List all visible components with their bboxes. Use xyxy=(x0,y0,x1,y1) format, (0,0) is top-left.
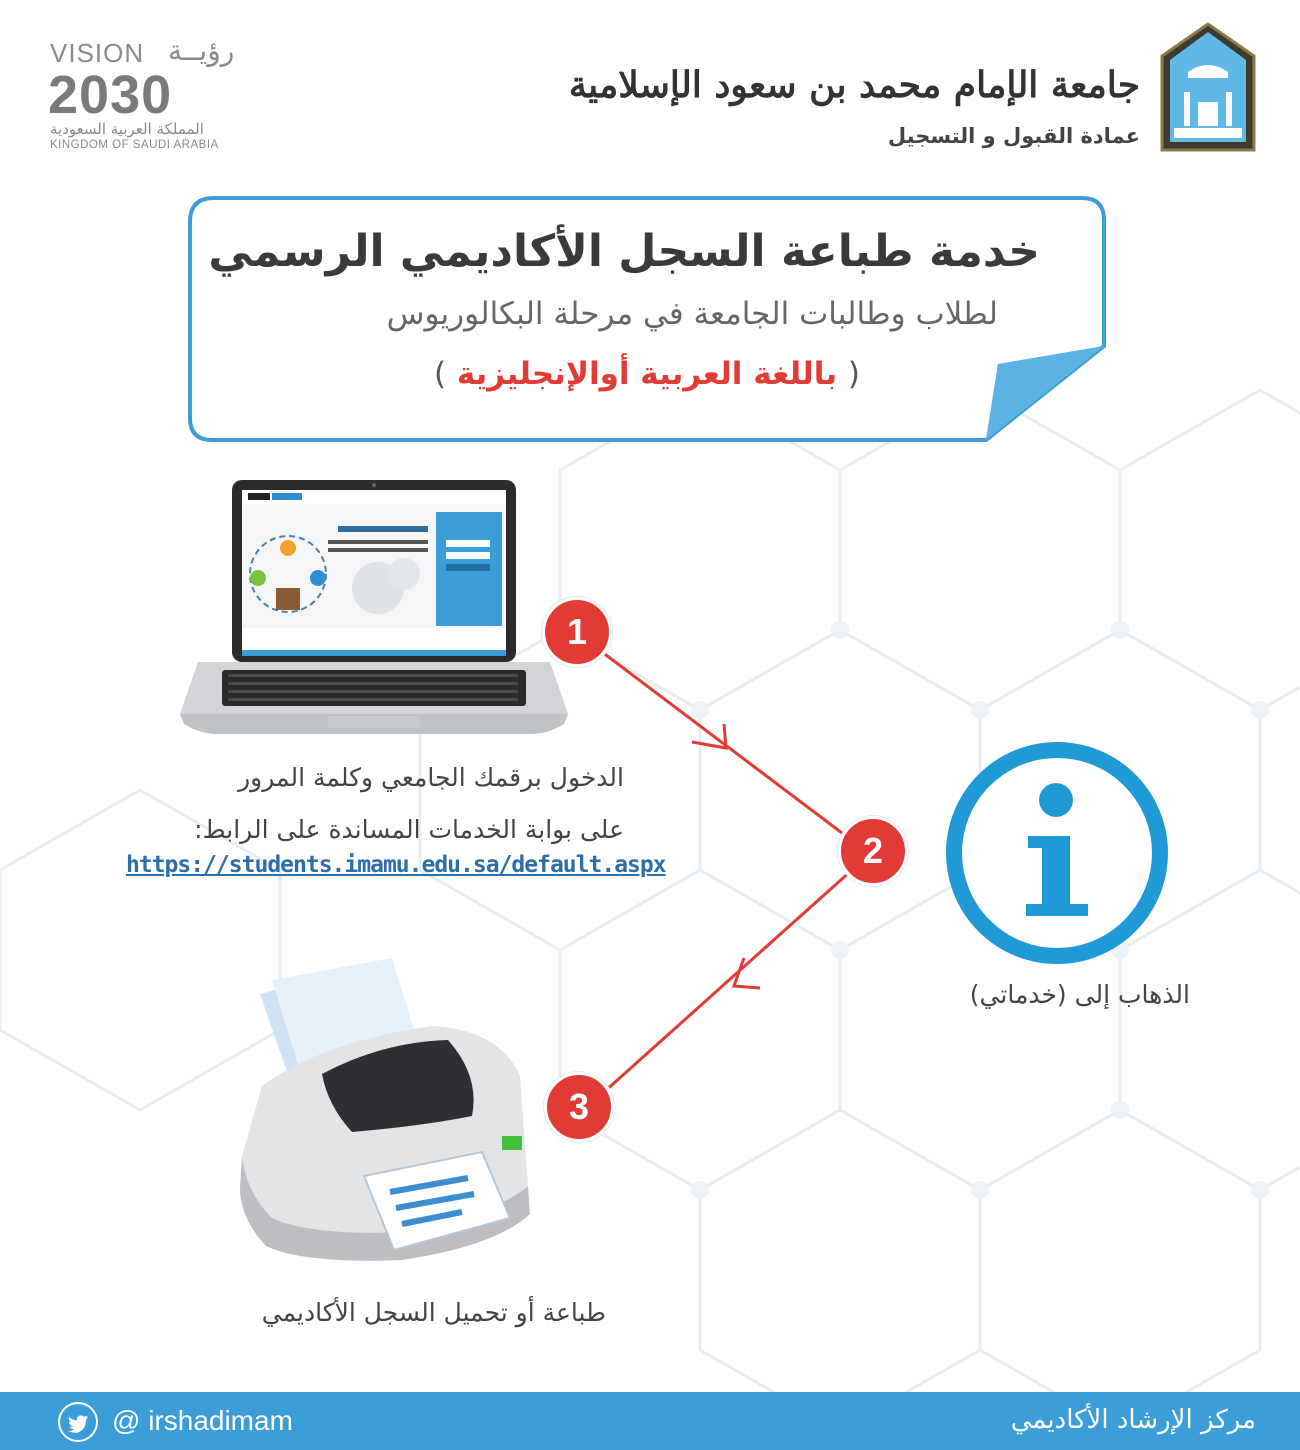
twitter-handle[interactable]: @ irshadimam xyxy=(112,1405,293,1436)
lang-text: باللغة العربية أوالإنجليزية xyxy=(456,356,838,392)
lang-paren-open: ( xyxy=(847,356,860,392)
lang-paren-close: ) xyxy=(433,356,447,392)
step-2-badge: 2 xyxy=(838,816,908,886)
printer-icon xyxy=(232,956,550,1278)
university-name: جامعة الإمام محمد بن سعود الإسلامية xyxy=(568,64,1140,106)
info-icon xyxy=(942,738,1172,968)
portal-link[interactable]: https://students.imamu.edu.sa/default.aspx xyxy=(126,852,666,878)
step-1-badge: 1 xyxy=(542,597,612,667)
title-language xyxy=(200,356,860,392)
step-2-description: الذهاب إلى (خدماتي) xyxy=(969,980,1190,1009)
kingdom-name-en: KINGDOM OF SAUDI ARABIA xyxy=(50,139,219,151)
footer-bar xyxy=(0,1392,1300,1450)
kingdom-name-ar: المملكة العربية السعودية xyxy=(50,120,204,138)
step-1-description xyxy=(120,752,624,856)
laptop-icon xyxy=(178,478,570,740)
deanship-name: عمادة القبول و التسجيل xyxy=(887,124,1140,148)
title-sub: لطلاب وطالبات الجامعة في مرحلة البكالوريوس xyxy=(386,296,998,332)
vision-word-ar: رؤيــة xyxy=(168,34,235,67)
step-1-line-1: الدخول برقمك الجامعي وكلمة المرور xyxy=(238,763,624,792)
title-main: خدمة طباعة السجل الأكاديمي الرسمي xyxy=(208,226,1040,277)
university-logo-icon xyxy=(1158,22,1258,154)
step-3-badge: 3 xyxy=(544,1072,614,1142)
twitter-bird-icon[interactable] xyxy=(58,1402,98,1442)
vision-word: VISION xyxy=(50,38,145,68)
center-name: مركز الإرشاد الأكاديمي xyxy=(1010,1405,1256,1435)
vision-2030-logo xyxy=(48,34,235,153)
step-1-line-2: على بوابة الخدمات المساندة على الرابط: xyxy=(194,815,624,844)
vision-year: 2030 xyxy=(48,65,173,125)
step-3-description: طباعة أو تحميل السجل الأكاديمي xyxy=(261,1298,606,1327)
